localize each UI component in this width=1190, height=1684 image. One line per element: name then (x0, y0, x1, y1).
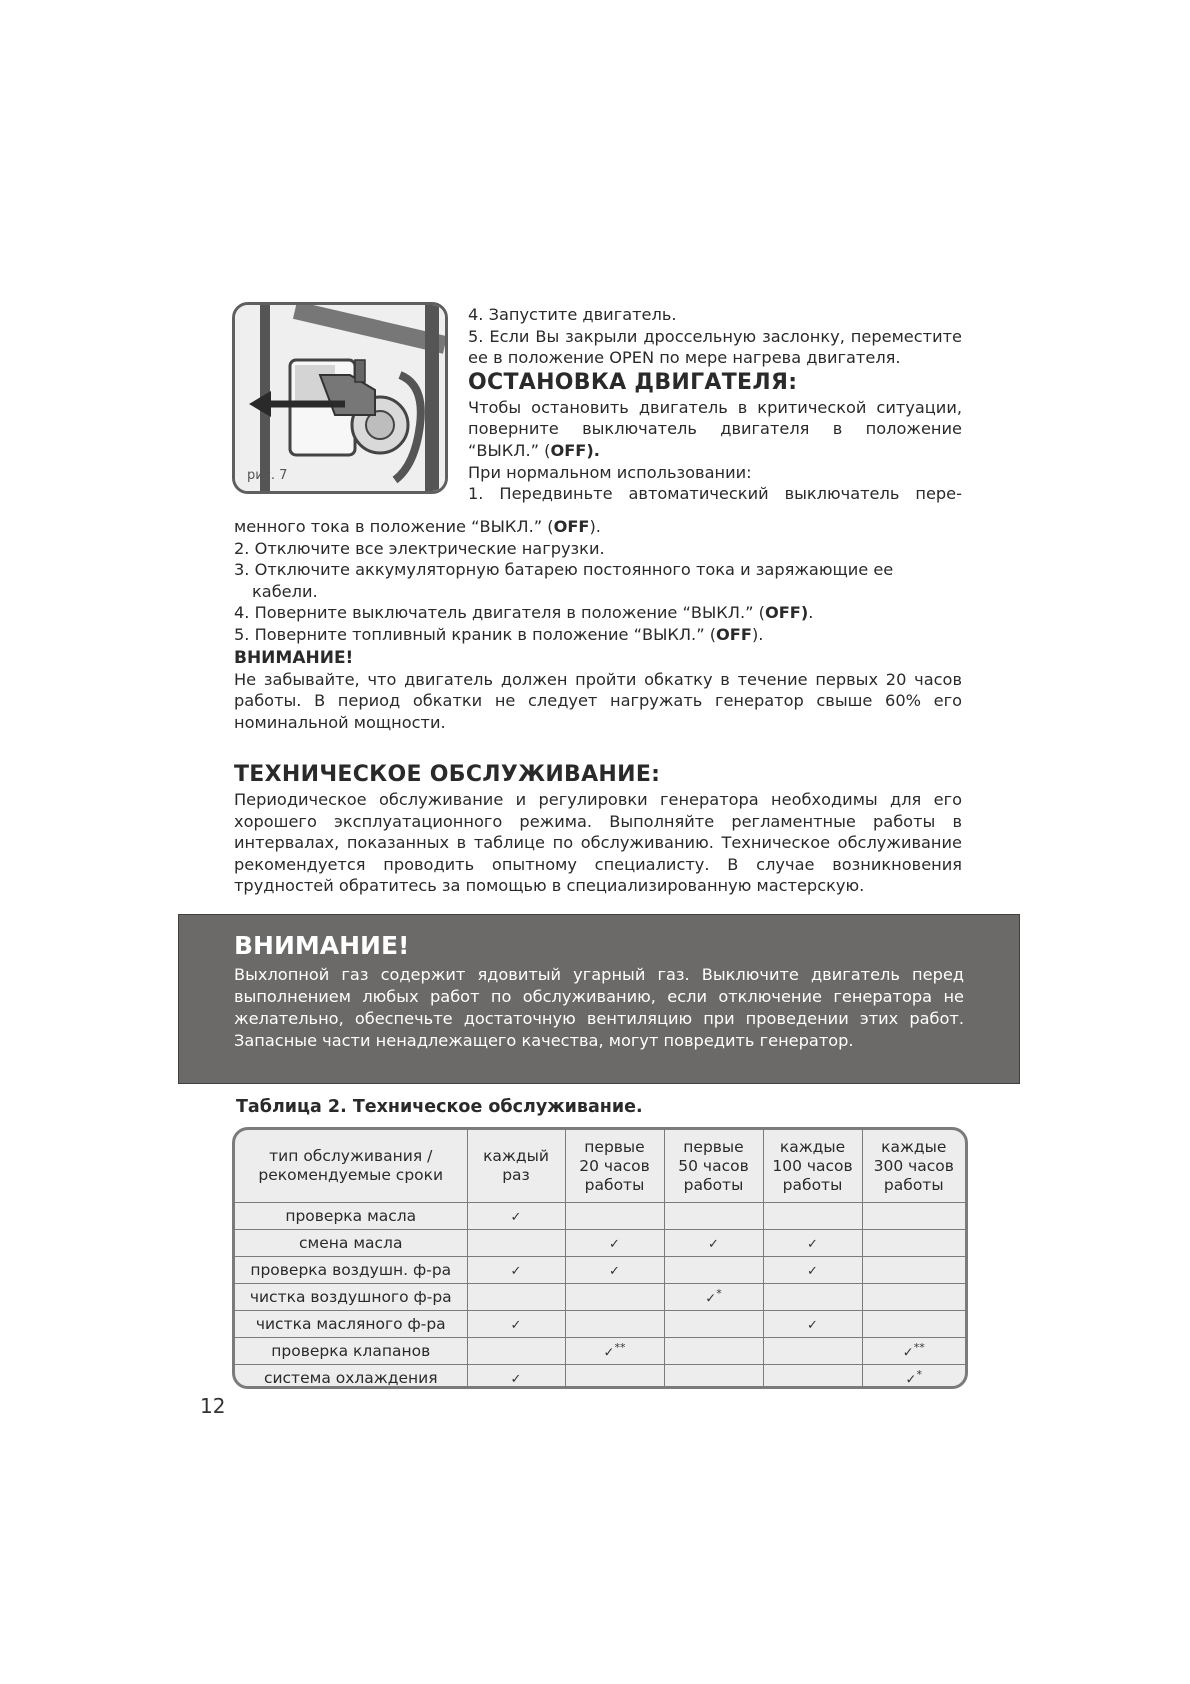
item-5-post: ). (751, 624, 764, 644)
warning-title: ВНИМАНИЕ! (234, 931, 410, 960)
check-icon: ✓ (807, 1237, 818, 1252)
maintenance-section (234, 762, 962, 897)
check-icon: ✓* (705, 1287, 722, 1307)
check-icon: ✓ (807, 1318, 818, 1333)
maintenance-title: ТЕХНИЧЕСКОЕ ОБСЛУЖИВАНИЕ: (234, 762, 661, 787)
header-service-type: тип обслуживания / рекомендуемые сроки (235, 1130, 467, 1203)
check-cell (467, 1230, 565, 1257)
check-cell (565, 1311, 664, 1338)
check-cell (664, 1230, 763, 1257)
emergency-stop-text (468, 397, 962, 462)
table-title: Таблица 2. Техническое обслуживание. (236, 1097, 643, 1117)
check-cell (862, 1203, 965, 1230)
figure-7 (232, 302, 448, 494)
page-number: 12 (200, 1394, 226, 1418)
stop-steps-list (234, 516, 962, 733)
item-1-end-bold: OFF (553, 517, 590, 536)
check-icon: ✓* (905, 1368, 922, 1388)
header-every-time: каждый раз (467, 1130, 565, 1203)
check-icon: ✓ (807, 1264, 818, 1279)
item-1-start: 1. Передвиньте автоматический выключатель пере- (468, 484, 962, 504)
item-3: 3. Отключите аккумуляторную батарею постоянного тока и заряжающие ее кабели. (234, 560, 894, 601)
check-cell (862, 1230, 965, 1257)
check-cell (467, 1311, 565, 1338)
check-cell (862, 1311, 965, 1338)
check-icon: ✓ (510, 1264, 522, 1279)
arrow-left-icon (235, 305, 445, 491)
check-cell (467, 1284, 565, 1311)
item-4-pre: 4. Поверните выключатель двигателя в положение “ВЫКЛ.” ( (234, 603, 765, 623)
item-5 (234, 624, 962, 646)
row-label: проверка клапанов (235, 1338, 467, 1365)
check-cell (763, 1338, 862, 1365)
table-row (235, 1203, 965, 1230)
item-2: 2. Отключите все электрические нагрузки. (234, 538, 605, 558)
step-5: 5. Если Вы закрыли дроссельную заслонку, переместите ее в положение OPEN по мере нагрева двигателя. (468, 326, 962, 368)
check-cell (565, 1365, 664, 1390)
table-row (235, 1230, 965, 1257)
table-row (235, 1338, 965, 1365)
check-cell (763, 1365, 862, 1390)
item-4 (234, 602, 962, 624)
row-label: смена масла (235, 1230, 467, 1257)
row-label: чистка масляного ф-ра (235, 1311, 467, 1338)
check-cell (664, 1284, 763, 1311)
item-5-pre: 5. Поверните топливный краник в положение “ВЫКЛ.” ( (234, 624, 717, 644)
check-icon: ✓** (603, 1341, 626, 1361)
row-label: проверка воздушн. ф-ра (235, 1257, 467, 1284)
item-4-bold: OFF) (764, 603, 809, 623)
check-cell (862, 1284, 965, 1311)
check-cell (467, 1203, 565, 1230)
table-row (235, 1284, 965, 1311)
check-cell (862, 1338, 965, 1365)
warning-text: Выхлопной газ содержит ядовитый угарный газ. Выключите двигатель перед выполнением любых работ по обслуживанию, если отключение генератора не желательно, обеспечьте достаточную вентиляцию при проведении этих работ. Запасные части ненадлежащего качества, могут повредить генератор. (234, 965, 964, 1050)
emergency-text-pre: Чтобы остановить двигатель в критической ситуации, поверните выключатель двигателя в положение “ВЫКЛ.” ( (468, 397, 962, 460)
attention-text: Не забывайте, что двигатель должен пройти обкатку в течение первых 20 часов работы. В период обкатки не следует нагружать генератор свыше 60% его номинальной мощности. (234, 669, 962, 732)
check-icon: ✓ (510, 1318, 522, 1333)
check-cell (565, 1284, 664, 1311)
table-row (235, 1311, 965, 1338)
check-cell (565, 1338, 664, 1365)
check-cell (664, 1311, 763, 1338)
check-icon: ✓ (609, 1264, 620, 1279)
emergency-text-post: ). (586, 440, 600, 460)
check-icon: ✓ (609, 1237, 620, 1252)
check-cell (763, 1203, 862, 1230)
check-cell (763, 1311, 862, 1338)
check-cell (664, 1257, 763, 1284)
check-cell (467, 1365, 565, 1390)
maintenance-table (232, 1127, 968, 1389)
check-cell (763, 1284, 862, 1311)
check-icon: ✓ (510, 1210, 522, 1225)
attention-title: ВНИМАНИЕ! (234, 647, 354, 668)
maintenance-text: Периодическое обслуживание и регулировки генератора необходимы для его хорошего эксплуатационного режима. Выполняйте регламентные работы в интервалах, показанных в таблице по обслуживанию. Техническое обслуживание рекомендуется проводить опытному специалисту. В случае возникновения трудностей обратитесь за помощью в специализированную мастерскую. (234, 790, 962, 896)
normal-use-text: При нормальном использовании: (468, 462, 752, 482)
header-first-50h: первые 50 часов работы (664, 1130, 763, 1203)
step-4: 4. Запустите двигатель. (468, 305, 677, 324)
check-cell (763, 1230, 862, 1257)
warning-box (178, 914, 1020, 1084)
check-cell (664, 1338, 763, 1365)
row-label: система охлаждения (235, 1365, 467, 1390)
figure-caption: рис. 7 (247, 468, 288, 483)
item-1-end-pre: менного тока в положение “ВЫКЛ.” ( (234, 517, 554, 536)
header-first-20h: первые 20 часов работы (565, 1130, 664, 1203)
check-cell (467, 1338, 565, 1365)
check-icon: ✓ (510, 1372, 522, 1387)
header-every-300h: каждые 300 часов работы (862, 1130, 965, 1203)
check-cell (664, 1203, 763, 1230)
check-cell (565, 1203, 664, 1230)
item-5-bold: OFF (716, 624, 752, 644)
header-every-100h: каждые 100 часов работы (763, 1130, 862, 1203)
right-column (468, 304, 962, 505)
check-cell (565, 1230, 664, 1257)
check-cell (862, 1257, 965, 1284)
stop-engine-heading: ОСТАНОВКА ДВИГАТЕЛЯ: (468, 369, 798, 395)
check-cell (862, 1365, 965, 1390)
check-cell (467, 1257, 565, 1284)
check-cell (664, 1365, 763, 1390)
table-row (235, 1257, 965, 1284)
item-4-post: . (808, 603, 814, 623)
row-label: проверка масла (235, 1203, 467, 1230)
item-1-end-post: ). (589, 517, 601, 536)
table-header-row (235, 1130, 965, 1203)
table-row (235, 1365, 965, 1390)
check-cell (565, 1257, 664, 1284)
item-1-end (234, 516, 962, 538)
emergency-text-bold: OFF (550, 440, 587, 460)
row-label: чистка воздушного ф-ра (235, 1284, 467, 1311)
check-icon: ✓ (708, 1237, 719, 1252)
check-icon: ✓** (902, 1341, 925, 1361)
check-cell (763, 1257, 862, 1284)
